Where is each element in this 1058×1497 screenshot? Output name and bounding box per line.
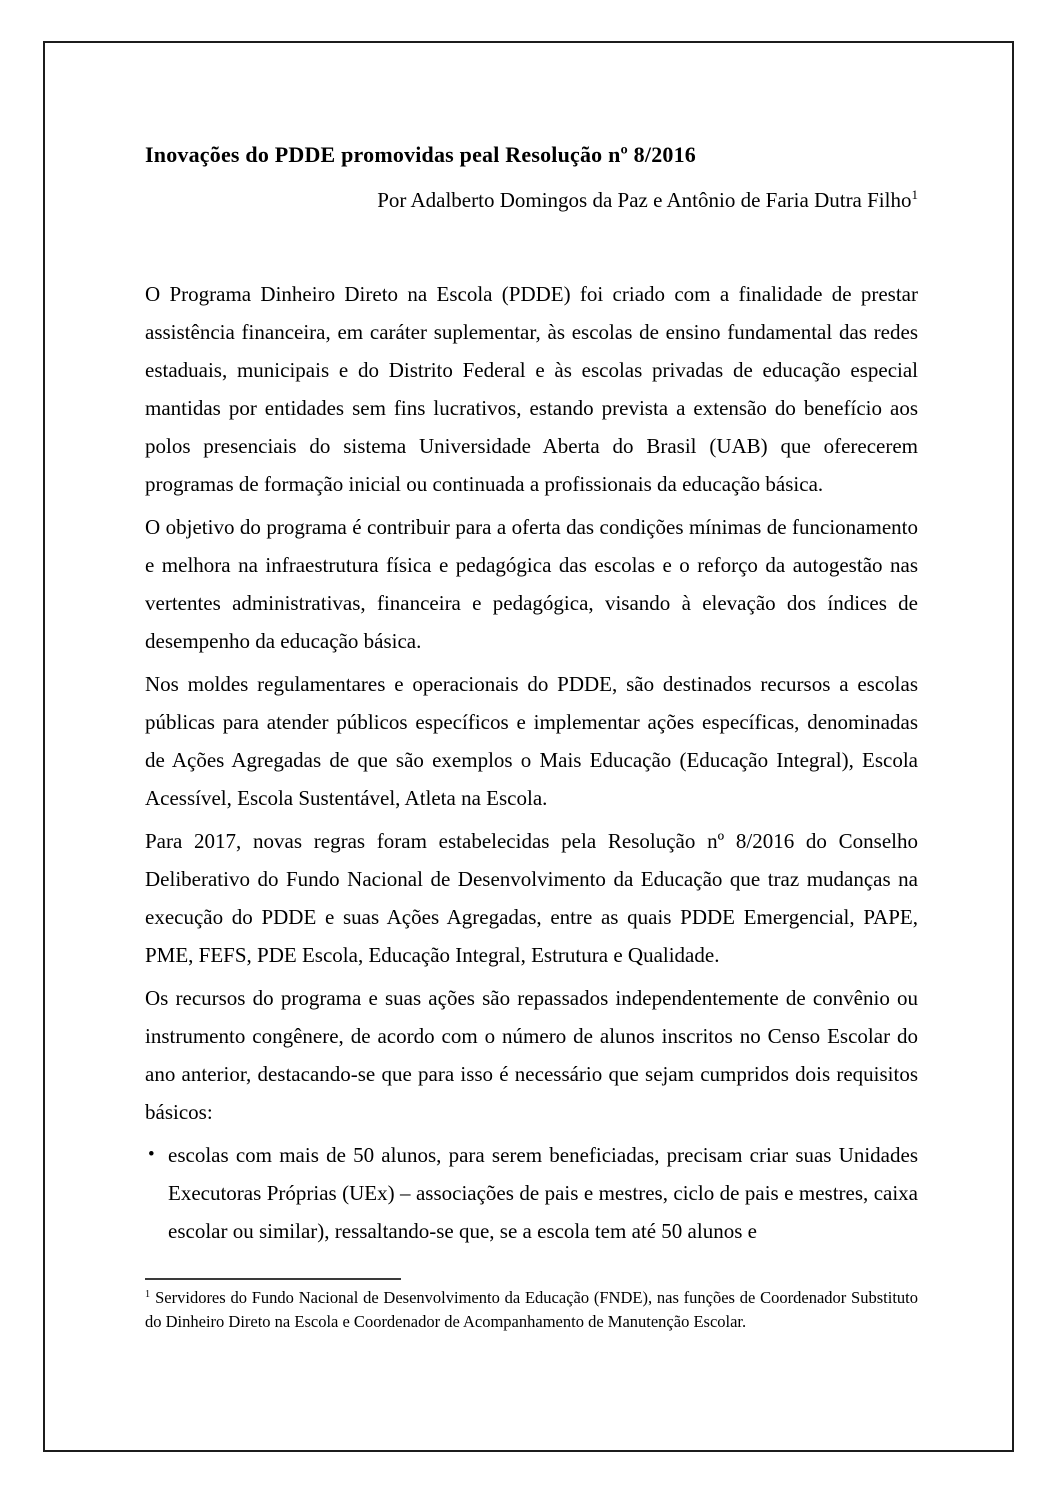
page-border-frame	[43, 41, 1014, 1452]
byline-footnote-ref: 1	[911, 187, 918, 202]
body-text	[145, 275, 918, 1131]
footnote	[145, 1286, 918, 1334]
paragraph-3: Nos moldes regulamentares e operacionais do PDDE, são destinados recursos a escolas públicas para atender públicos específicos e implementar ações específicas, denominadas de Ações Agregadas de que são exemplos o Mais Educação (Educação Integral), Escola Acessível, Escola Sustentável, Atleta na Escola.	[145, 672, 918, 810]
bullet-item-text: escolas com mais de 50 alunos, para serem beneficiadas, precisam criar suas Unidades Executoras Próprias (UEx) – associações de pais e mestres, ciclo de pais e mestres, caixa escolar ou similar), ressaltando-se que, se a escola tem até 50 alunos e	[168, 1143, 918, 1243]
paragraph-2: O objetivo do programa é contribuir para a oferta das condições mínimas de funcionamento e melhora na infraestrutura física e pedagógica das escolas e o reforço da autogestão nas vertentes administrativas, financeira e pedagógica, visando à elevação dos índices de desempenho da educação básica.	[145, 515, 918, 653]
document-title: Inovações do PDDE promovidas peal Resolução nº 8/2016	[145, 142, 696, 167]
paragraph-1: O Programa Dinheiro Direto na Escola (PDDE) foi criado com a finalidade de prestar assistência financeira, em caráter suplementar, às escolas de ensino fundamental das redes estaduais, municipais e do Distrito Federal e às escolas privadas de educação especial mantidas por entidades sem fins lucrativos, estando prevista a extensão do benefício aos polos presenciais do sistema Universidade Aberta do Brasil (UAB) que oferecerem programas de formação inicial ou continuada a profissionais da educação básica.	[145, 282, 918, 496]
paragraph-5: Os recursos do programa e suas ações são repassados independentemente de convênio ou instrumento congênere, de acordo com o número de alunos inscritos no Censo Escolar do ano anterior, destacando-se que para isso é necessário que sejam cumpridos dois requisitos básicos:	[145, 986, 918, 1124]
bullet-icon: •	[148, 1144, 155, 1165]
bullet-item	[145, 1136, 918, 1250]
bullet-list	[145, 1136, 918, 1250]
footnote-ref: 1	[145, 1288, 151, 1300]
paragraph-4: Para 2017, novas regras foram estabelecidas pela Resolução nº 8/2016 do Conselho Deliberativo do Fundo Nacional de Desenvolvimento da Educação que traz mudanças na execução do PDDE e suas Ações Agregadas, entre as quais PDDE Emergencial, PAPE, PME, FEFS, PDE Escola, Educação Integral, Estrutura e Qualidade.	[145, 829, 918, 967]
footnote-separator	[145, 1278, 401, 1280]
byline	[145, 185, 918, 215]
byline-text: Por Adalberto Domingos da Paz e Antônio de Faria Dutra Filho	[377, 188, 912, 212]
footnote-text: Servidores do Fundo Nacional de Desenvolvimento da Educação (FNDE), nas funções de Coordenador Substituto do Dinheiro Direto na Escola e Coordenador de Acompanhamento de Manutenção Escolar.	[145, 1288, 918, 1331]
